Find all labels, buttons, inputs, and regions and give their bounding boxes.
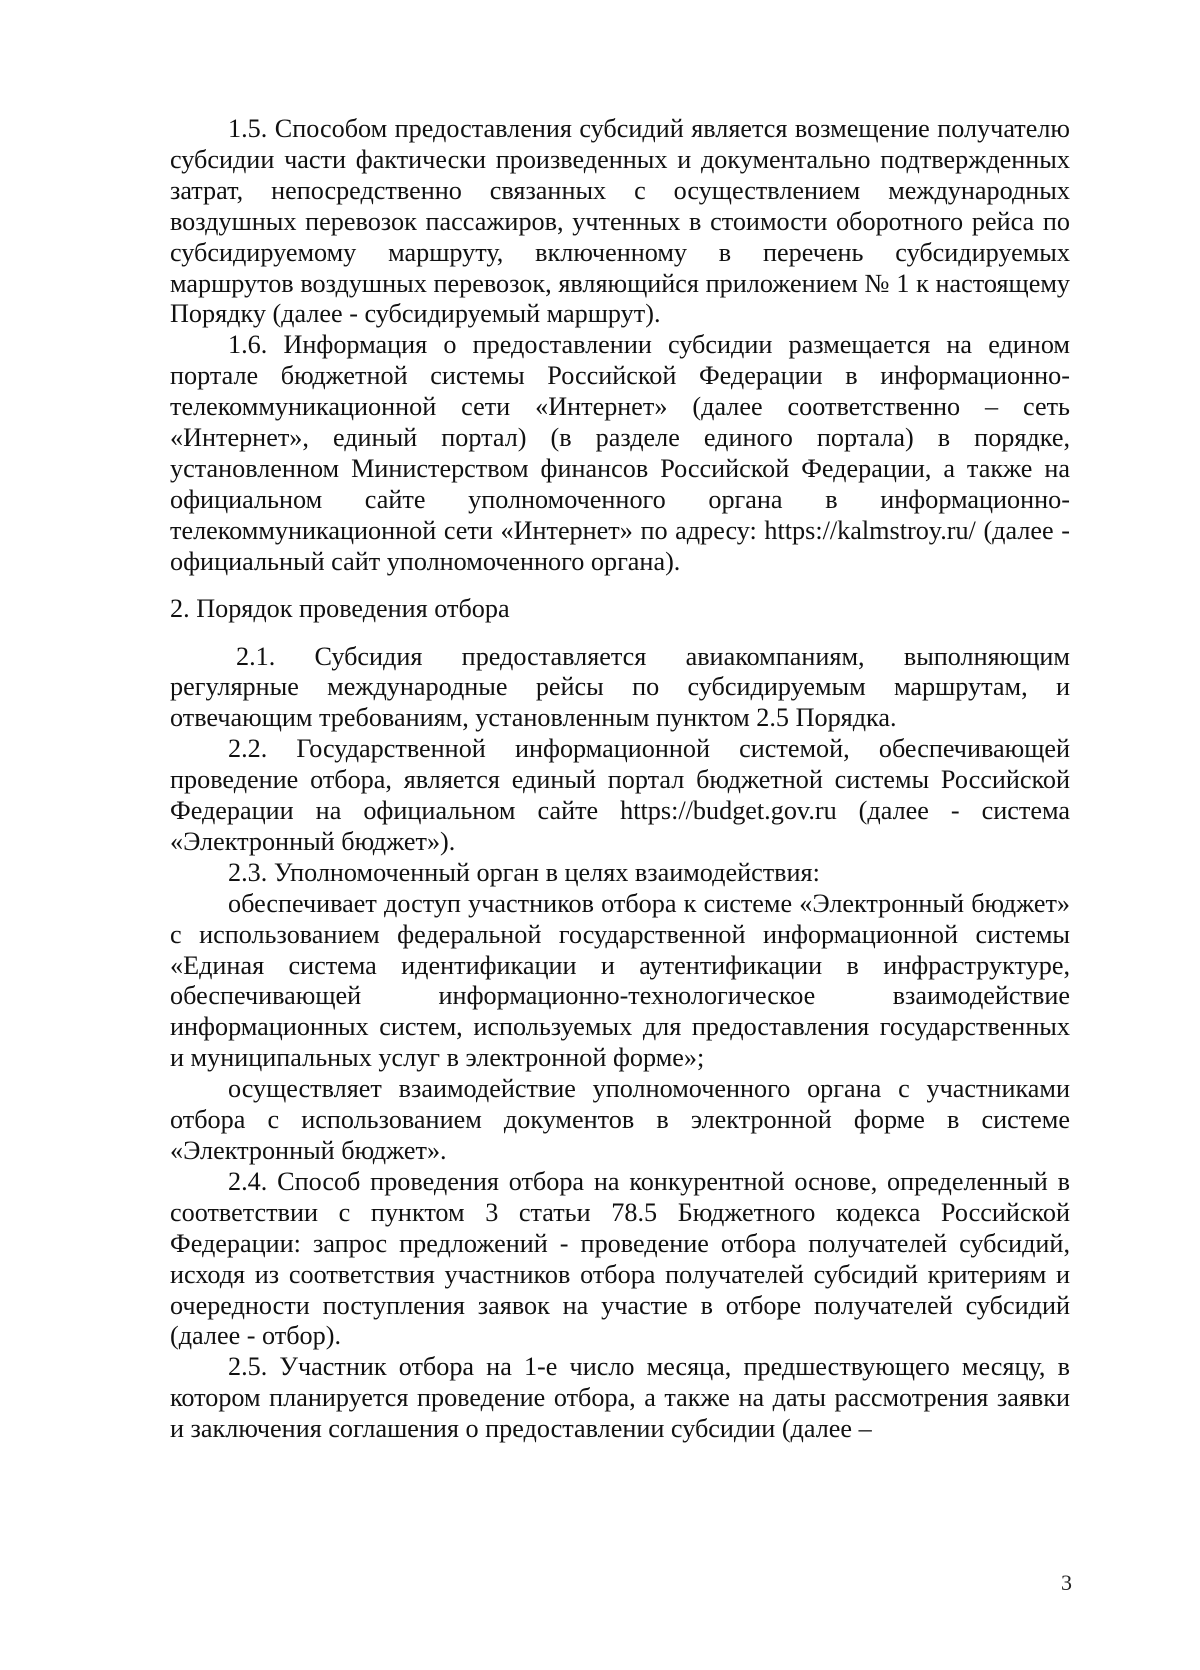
section-heading: 2. Порядок проведения отбора [170, 593, 510, 623]
paragraph-2-3-b: осуществляет взаимодействие уполномоченного органа с участниками отбора с использованием документов в электронной форме в системе «Электронный бюджет». [170, 1074, 1070, 1165]
paragraph-2-5: 2.5. Участник отбора на 1-е число месяца, предшествующего месяцу, в котором планируется проведение отбора, а также на даты рассмотрения заявки и заключения соглашения о предоставлении субсидии (далее – [170, 1352, 1070, 1444]
paragraph-2-3: 2.3. Уполномоченный орган в целях взаимодействия: [228, 857, 820, 887]
paragraph-2-3-a: обеспечивает доступ участников отбора к системе «Электронный бюджет» с использованием федеральной государственной информационной системы «Единая система идентификации и аутентификации в инфраструктуре, обеспечивающей информационно-технологическое взаимодействие информационных систем, используемых для предоставления государственных и муниципальных услуг в электронной форме»; [170, 888, 1070, 1073]
paragraph-2-1: 2.1. Субсидия предоставляется авиакомпаниям, выполняющим регулярные международные рейсы по субсидируемым маршрутам, и отвечающим требованиям, установленным пунктом 2.5 Порядка. [170, 641, 1070, 733]
document-page [170, 114, 1070, 1445]
page-number: 3 [1061, 1570, 1072, 1595]
paragraph-2-4: 2.4. Способ проведения отбора на конкурентной основе, определенный в соответствии с пунктом 3 статьи 78.5 Бюджетного кодекса Российской Федерации: запрос предложений - проведение отбора получателей субсидий, исходя из соответствия участников отбора получателей субсидий критериям и очередности поступления заявок на участие в отборе получателей субсидий (далее - отбор). [170, 1166, 1070, 1351]
paragraph-2-2: 2.2. Государственной информационной системой, обеспечивающей проведение отбора, является единый портал бюджетной системы Российской Федерации на официальном сайте https://budget.gov.ru (далее - система «Электронный бюджет»). [170, 734, 1070, 856]
paragraph-1-5: 1.5. Способом предоставления субсидий является возмещение получателю субсидии части фактически произведенных и документально подтвержденных затрат, непосредственно связанных с осуществлением международных воздушных перевозок пассажиров, учтенных в стоимости оборотного рейса по субсидируемому маршруту, включенному в перечень субсидируемых маршрутов воздушных перевозок, являющийся приложением № 1 к настоящему Порядку (далее - субсидируемый маршрут). [170, 114, 1070, 329]
paragraph-1-6: 1.6. Информация о предоставлении субсидии размещается на едином портале бюджетной системы Российской Федерации в информационно-телекоммуникационной сети «Интернет» (далее соответственно – сеть «Интернет», единый портал) (в разделе единого портала) в порядке, установленном Министерством финансов Российской Федерации, а также на официальном сайте уполномоченного органа в информационно-телекоммуникационной сети «Интернет» по адресу: https://kalmstroy.ru/ (далее - официальный сайт уполномоченного органа). [170, 330, 1070, 576]
